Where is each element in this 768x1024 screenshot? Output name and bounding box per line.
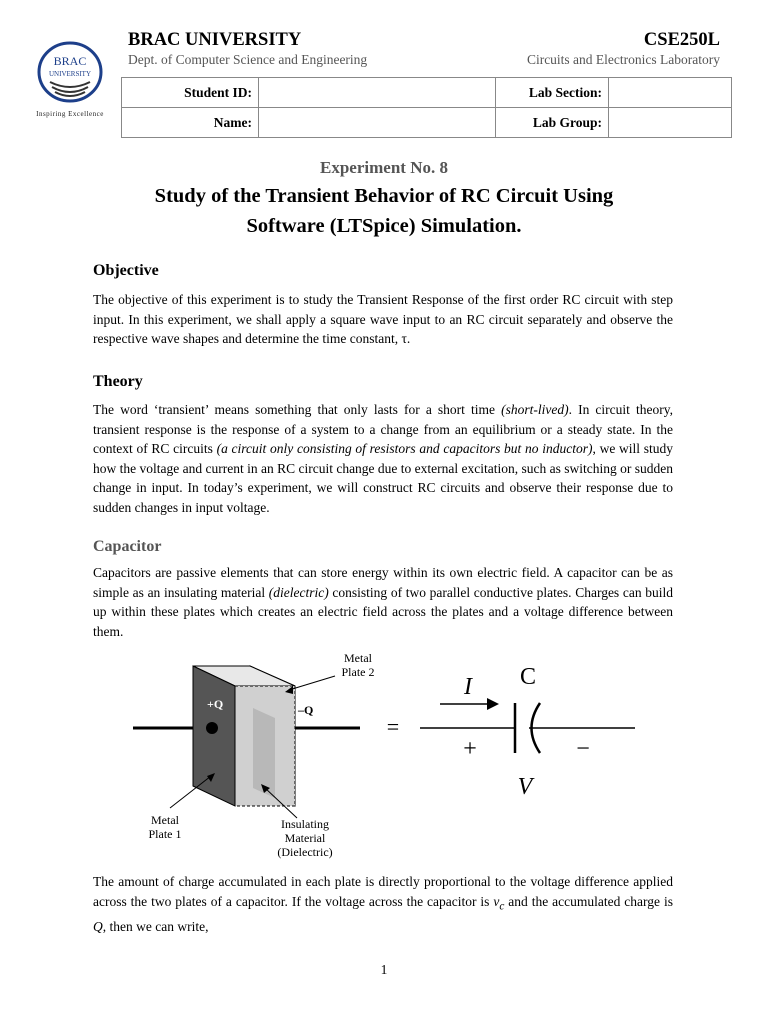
theory-text-part: , we will study how the voltage and current in an RC circuit change due to external excitation, such as switching or sudden change in input. In today’s experiment, we will construct RC circuits and observe their response due to sudden changes in input voltage.: [93, 441, 674, 515]
name-field[interactable]: [259, 108, 496, 138]
capacitor-text-part: consisting of two parallel conductive plates. Charges can build up within these plates which creates an electric field across the plates and a voltage difference between them.: [93, 584, 673, 639]
vc-symbol: $v_c$: [493, 893, 505, 913]
charge-text-part: The amount of charge accumulated in each plate is directly proportional to the voltage difference applied across the two plates of a capacitor. If the voltage across the capacitor is: [93, 874, 673, 909]
current-label: I: [464, 674, 472, 700]
theory-italic-2: (a circuit only consisting of resistors and capacitors but no inductor): [216, 441, 593, 456]
theory-text-part: The word ‘transient’ means something that only lasts for a short time: [93, 402, 502, 417]
title-line-1: Study of the Transient Behavior of RC Circuit Using: [154, 185, 614, 207]
charge-text: [93, 872, 673, 936]
lab-section-label: Lab Section:: [496, 78, 609, 108]
minus-q-label: –Q: [298, 703, 314, 717]
current-arrow-icon: [487, 698, 499, 710]
objective-heading: Objective: [93, 262, 159, 279]
lab-section-field[interactable]: [609, 78, 732, 108]
student-id-label: Student ID:: [122, 78, 259, 108]
student-info-table: [121, 77, 732, 138]
charge-text-part: and the accumulated charge is: [504, 893, 673, 909]
lab-name: Circuits and Electronics Laboratory: [526, 52, 720, 67]
table-row: [122, 108, 732, 138]
capacitance-label: C: [519, 664, 537, 690]
university-logo: [22, 38, 118, 118]
equals-sign: =: [386, 714, 400, 739]
minus-label: −: [576, 736, 590, 762]
metal-plate-1-label: Metal: [151, 813, 179, 827]
capacitor-text-part: Capacitors are passive elements that can store energy within its own electric field. A capacitor can be as simple as an insulating material: [93, 565, 673, 600]
university-name: BRAC UNIVERSITY: [128, 30, 302, 50]
experiment-number: Experiment No. 8: [320, 158, 448, 177]
q-symbol: Q: [93, 918, 103, 934]
theory-text-part: . In circuit theory, transient response is the response of a system to a change from an equilibrium or a steady state. In the context of RC circuits: [93, 402, 673, 456]
name-label: Name:: [122, 108, 259, 138]
voltage-label: V: [517, 774, 533, 800]
capacitor-italic: (dielectric): [268, 584, 329, 600]
capacitor-symbol: [420, 664, 635, 800]
plus-label: +: [463, 736, 477, 762]
lab-group-label: Lab Group:: [496, 108, 609, 138]
dielectric-label: Material: [284, 831, 326, 845]
department-name: Dept. of Computer Science and Engineering: [128, 52, 368, 67]
page-title: [0, 181, 768, 241]
capacitor-text: [93, 563, 673, 641]
capacitor-heading: Capacitor: [93, 538, 162, 555]
svg-text:Inspiring Excellence: Inspiring Excellence: [36, 110, 104, 118]
metal-plate-1-label: Plate 1: [148, 827, 182, 841]
theory-heading: Theory: [93, 373, 143, 390]
svg-text:UNIVERSITY: UNIVERSITY: [49, 70, 91, 78]
page-number: 1: [380, 962, 388, 977]
lab-group-field[interactable]: [609, 108, 732, 138]
capacitor-3d-diagram: [133, 651, 375, 859]
dielectric-label: Insulating: [281, 817, 329, 831]
objective-text: The objective of this experiment is to study the Transient Response of the first order RC circuit with step input. In this experiment, we shall apply a square wave input to an RC circuit separately and observe the respective wave shapes and determine the time constant, τ.: [93, 292, 673, 346]
table-row: [122, 78, 732, 108]
dielectric-label: (Dielectric): [277, 845, 333, 859]
charge-text-part: , then we can write,: [102, 918, 209, 934]
metal-plate-2-label: Metal: [344, 651, 372, 665]
theory-text: [93, 400, 673, 517]
metal-plate-2-label: Plate 2: [341, 665, 375, 679]
plate-1-terminal: [206, 722, 218, 734]
plus-q-label: +Q: [207, 697, 224, 711]
svg-text:BRAC: BRAC: [53, 54, 87, 68]
dielectric-shade: [253, 708, 275, 798]
theory-italic-1: (short-lived): [501, 402, 569, 417]
student-id-field[interactable]: [259, 78, 496, 108]
capacitor-figure: [125, 648, 645, 863]
title-line-2: Software (LTSpice) Simulation.: [246, 215, 522, 237]
course-code: CSE250L: [643, 30, 720, 50]
